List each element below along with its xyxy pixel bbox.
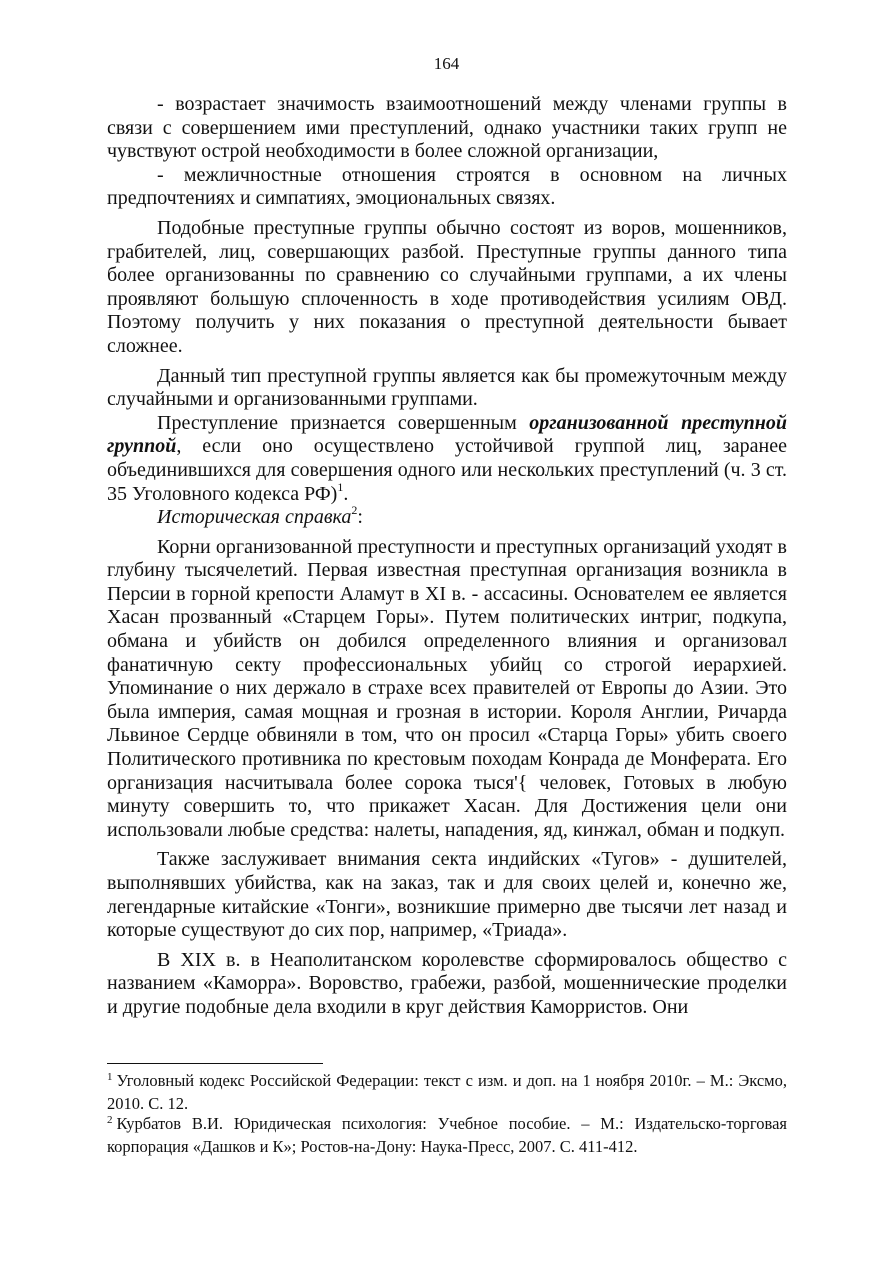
paragraph-intermediate-type: Данный тип преступной группы является как бы промежуточным между случайными и организованными группами. [107,364,787,411]
historical-note-colon: : [357,506,363,529]
paragraph-thugs-tongs: Также заслуживает внимания секта индийских «Тугов» - душителей, выполнявших убийства, как на заказ, так и для своих целей и, конечно же, легендарные китайские «Тонги», возникшие примерно две тысячи лет назад и которые существуют до сих пор, например, «Триада». [107,848,787,942]
paragraph-bullet-2: - межличностные отношения строятся в основном на личных предпочтениях и симпатиях, эмоциональных связях. [107,163,787,210]
footnote-2-text: Курбатов В.И. Юридическая психология: Учебное пособие. – М.: Издательско-торговая корпорация «Дашков и К»; Ростов-на-Дону: Наука-Пресс, 2007. С. 411-412. [107,1114,787,1156]
body-text [107,93,787,1020]
paragraph-organized-group-definition [107,412,787,506]
footnote-2 [107,1114,787,1157]
footnote-ref-2[interactable]: 2 [351,503,358,518]
footnote-1-number: 1 [107,1071,113,1083]
footnotes [107,1071,787,1157]
paragraph-criminal-groups: Подобные преступные группы обычно состоят из воров, мошенников, грабителей, лиц, совершающих разбой. Преступные группы данного типа более организованны по сравнению со случайными группами, а их члены проявляют большую сплоченность в ходе противодействия усилиям ОВД. Поэтому получить у них показания о преступной деятельности бывает сложнее. [107,216,787,357]
footnote-ref-1[interactable]: 1 [337,479,344,494]
definition-text-end: . [343,482,349,505]
footnote-2-number: 2 [107,1114,113,1126]
definition-text-rest: , если оно осуществлено устойчивой группой лиц, заранее объединившихся для совершения одного или нескольких преступлений (ч. 3 ст. 35 Уголовного кодекса РФ) [107,435,787,505]
definition-text-start: Преступление признается совершенным [157,411,530,434]
paragraph-assassins-history: Корни организованной преступности и преступных организаций уходят в глубину тысячелетий. Первая известная преступная организация возникла в Персии в горной крепости Аламут в XI в. - ассасины. Основателем ее является Хасан прозванный «Старцем Горы». Путем политических интриг, подкупа, обмана и убийств он добился определенного влияния и организовал фанатичную секту профессиональных убийц со строгой иерархией. Упоминание о них держало в страхе всех правителей от Европы до Азии. Это была империя, самая мощная и грозная в истории. Короля Англии, Ричарда Львиное Сердце обвиняли в том, что он просил «Старца Горы» убить своего Политического противника по крестовым походам Конрада де Монферата. Его организация насчитывала более сорока тыся'{ человек, Готовых в любую минуту совершить то, что прикажет Хасан. Для Достижения цели они использовали любые средства: налеты, нападения, яд, кинжал, обман и подкуп. [107,535,787,841]
footnote-1 [107,1071,787,1114]
definition-emphasis: организованной преступной группой [107,411,787,458]
footnote-separator [107,1063,323,1064]
historical-note-title: Историческая справка [157,506,352,529]
paragraph-camorra: В XIX в. в Неаполитанском королевстве сформировалось общество с названием «Каморра». Воровство, грабежи, разбой, мошеннические проделки и другие подобные дела входили в круг действия Каморристов. Они [107,948,787,1018]
page-number: 164 [433,54,460,73]
paragraph-bullet-1: - возрастает значимость взаимоотношений между членами группы в связи с совершением ими преступлений, однако участники таких групп не чувствуют острой необходимости в более сложной организации, [107,93,787,163]
paragraph-historical-note-heading [107,503,787,530]
footnote-1-text: Уголовный кодекс Российской Федерации: текст с изм. и доп. на 1 ноября 2010г. – М.: Эксмо, 2010. С. 12. [107,1071,787,1113]
